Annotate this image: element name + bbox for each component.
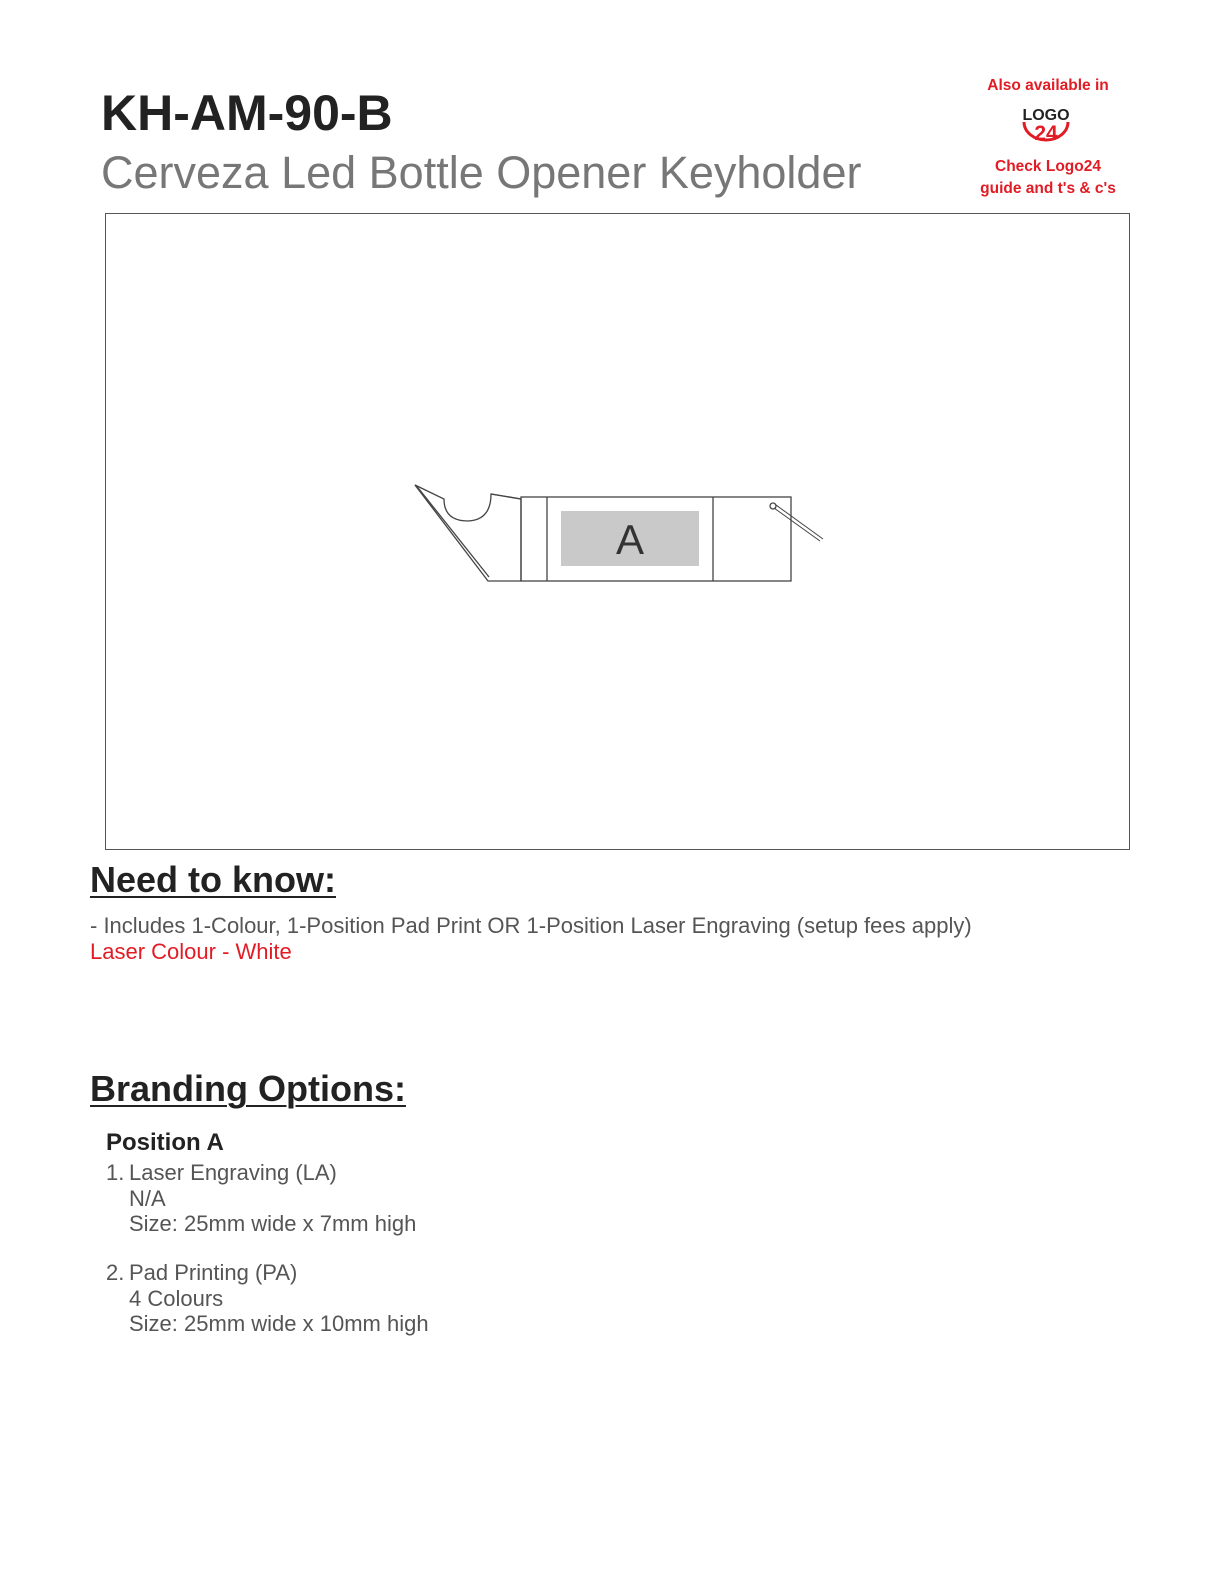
- need-to-know-heading: Need to know:: [90, 859, 337, 900]
- logo-number: 24: [1034, 122, 1058, 145]
- option-name: Laser Engraving (LA): [129, 1160, 337, 1185]
- option-number: 1.: [106, 1160, 125, 1185]
- option-size: Size: 25mm wide x 10mm high: [129, 1311, 429, 1336]
- product-image-frame: [105, 213, 1130, 850]
- position-a-title: Position A: [106, 1129, 224, 1156]
- logo-word: LOGO: [1022, 107, 1070, 124]
- option-detail: N/A: [129, 1186, 166, 1211]
- option-number: 2.: [106, 1260, 125, 1285]
- badge-top-text: Also available in: [987, 77, 1109, 94]
- opener-hook-outline: [415, 485, 521, 581]
- badge-line-1: Check Logo24: [995, 158, 1101, 175]
- logo24-badge[interactable]: [950, 74, 1146, 204]
- laser-colour-note: Laser Colour - White: [90, 939, 292, 964]
- option-detail: 4 Colours: [129, 1286, 224, 1311]
- option-size: Size: 25mm wide x 7mm high: [129, 1211, 417, 1236]
- branding-options-heading: Branding Options:: [90, 1068, 406, 1109]
- badge-line-2: guide and t's & c's: [980, 180, 1116, 197]
- bottle-opener-drawing: [106, 214, 1128, 848]
- product-code: KH-AM-90-B: [101, 85, 393, 141]
- product-name: Cerveza Led Bottle Opener Keyholder: [101, 147, 862, 198]
- need-to-know-note: - Includes 1-Colour, 1-Position Pad Print OR 1-Position Laser Engraving (setup fees apply): [90, 913, 972, 938]
- option-name: Pad Printing (PA): [129, 1260, 298, 1285]
- print-area-label: A: [615, 516, 645, 563]
